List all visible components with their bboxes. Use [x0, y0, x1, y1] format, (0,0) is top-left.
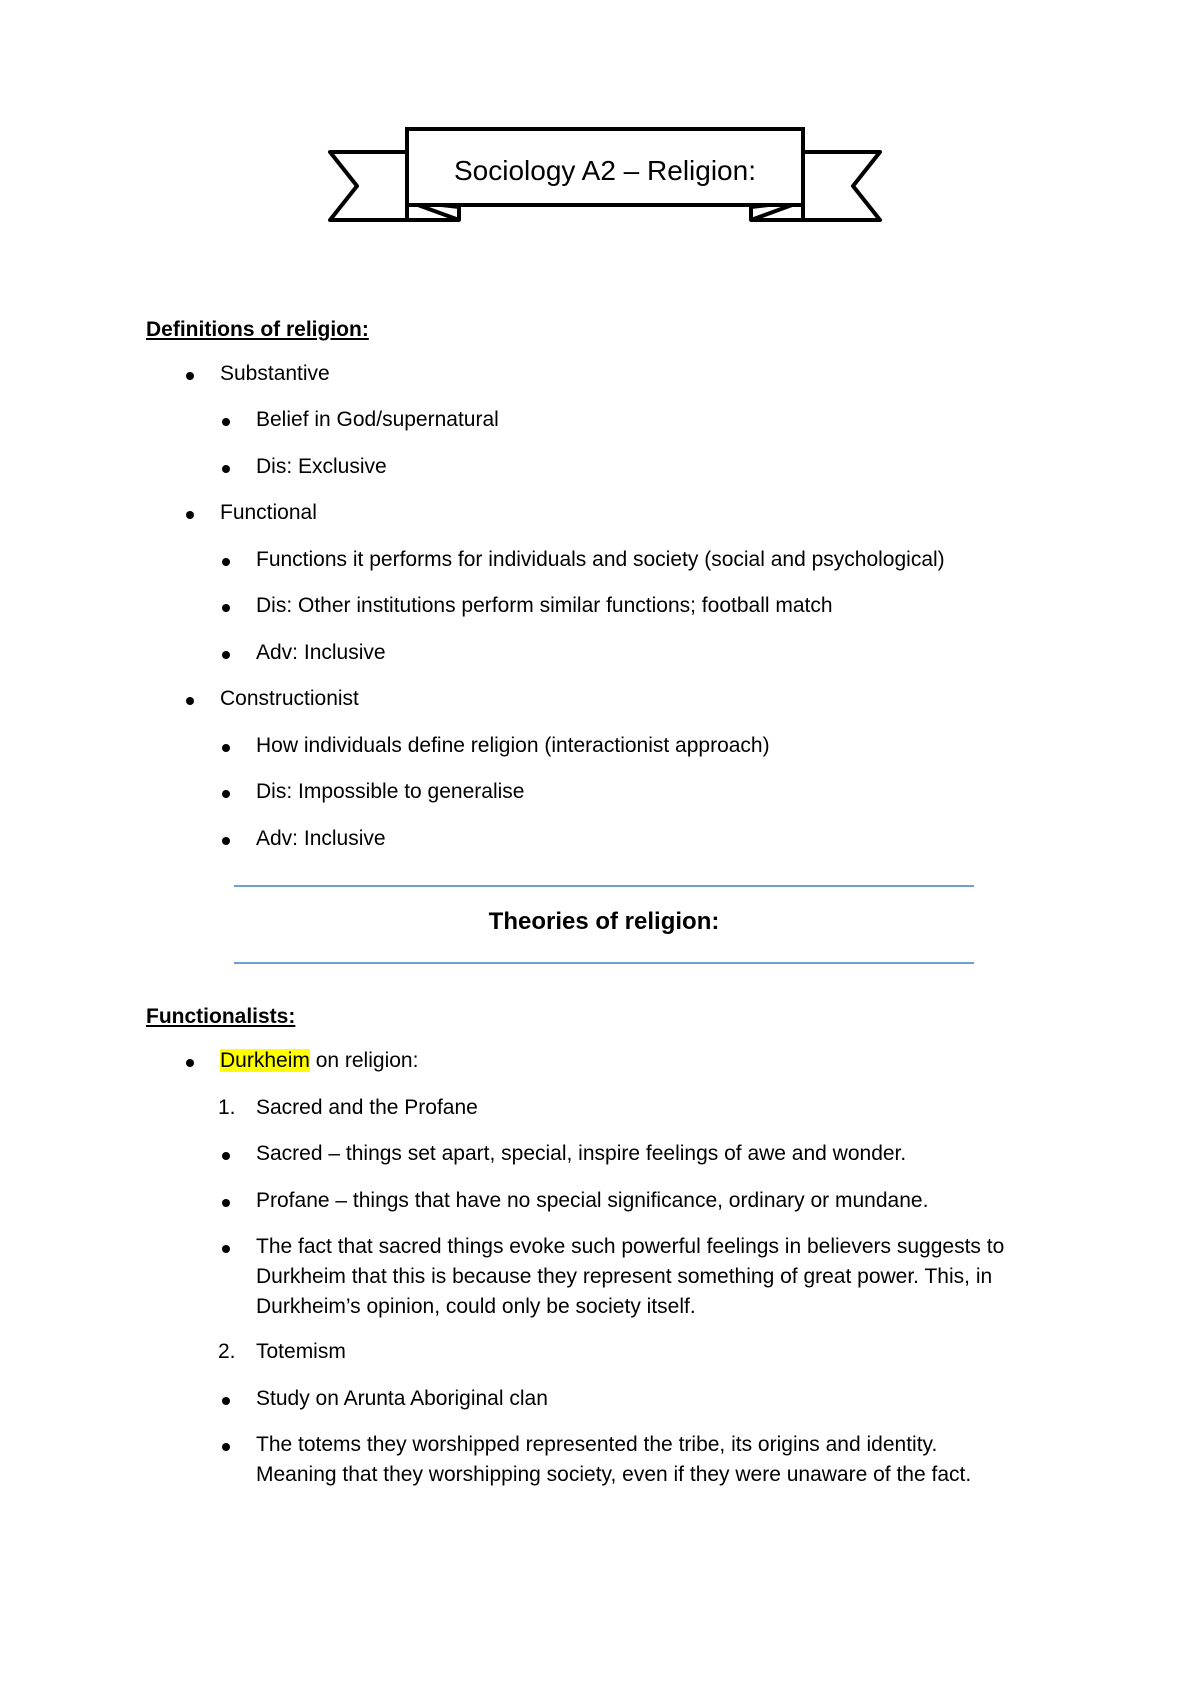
bullet-icon — [186, 1059, 194, 1067]
list-number: 1. — [218, 1096, 236, 1119]
list-item — [256, 1232, 1056, 1322]
list-item-text: on religion: — [309, 1049, 419, 1072]
text-line: Meaning that they worshipping society, even if they were unaware of the fact. — [256, 1463, 972, 1486]
bullet-icon — [222, 790, 230, 798]
highlighted-name: Durkheim — [220, 1049, 310, 1072]
list-item: Sacred – things set apart, special, inspire feelings of awe and wonder. — [256, 1142, 907, 1165]
bullet-icon — [186, 511, 194, 519]
section-title: Theories of religion: — [488, 908, 720, 935]
bullet-icon — [222, 744, 230, 752]
title-banner — [325, 125, 885, 235]
bullet-icon — [222, 1152, 230, 1160]
list-item: Functions it performs for individuals and society (social and psychological) — [256, 548, 945, 571]
bullet-icon — [222, 1397, 230, 1405]
bullet-icon — [222, 1199, 230, 1207]
text-line: Durkheim that this is because they represent something of great power. This, in — [256, 1265, 993, 1288]
list-item: Substantive — [220, 362, 330, 385]
bullet-icon — [222, 1245, 230, 1253]
bullet-icon — [222, 465, 230, 473]
list-item: How individuals define religion (interactionist approach) — [256, 734, 770, 757]
divider — [234, 885, 974, 887]
bullet-icon — [186, 372, 194, 380]
list-item: Adv: Inclusive — [256, 641, 386, 664]
bullet-icon — [222, 418, 230, 426]
page-title: Sociology A2 – Religion: — [454, 155, 756, 186]
list-item — [256, 1430, 1056, 1490]
list-item: Dis: Impossible to generalise — [256, 780, 525, 803]
list-item: Constructionist — [220, 687, 359, 710]
bullet-icon — [186, 697, 194, 705]
text-line: The fact that sacred things evoke such powerful feelings in believers suggests to — [256, 1235, 1005, 1258]
list-item: Totemism — [256, 1340, 346, 1363]
bullet-icon — [222, 1443, 230, 1451]
list-item: Belief in God/supernatural — [256, 408, 499, 431]
text-line: Durkheim’s opinion, could only be society itself. — [256, 1295, 696, 1318]
list-item: Profane – things that have no special significance, ordinary or mundane. — [256, 1189, 929, 1212]
list-item — [220, 1049, 418, 1073]
list-item: Dis: Other institutions perform similar functions; football match — [256, 594, 833, 617]
text-line: The totems they worshipped represented the tribe, its origins and identity. — [256, 1433, 938, 1456]
list-item: Sacred and the Profane — [256, 1096, 478, 1119]
list-item: Adv: Inclusive — [256, 827, 386, 850]
bullet-icon — [222, 604, 230, 612]
divider — [234, 962, 974, 964]
functionalists-heading: Functionalists: — [146, 1005, 296, 1028]
list-item: Dis: Exclusive — [256, 455, 387, 478]
bullet-icon — [222, 558, 230, 566]
bullet-icon — [222, 651, 230, 659]
list-item: Functional — [220, 501, 317, 524]
bullet-icon — [222, 837, 230, 845]
list-item: Study on Arunta Aboriginal clan — [256, 1387, 548, 1410]
definitions-heading: Definitions of religion: — [146, 318, 369, 341]
list-number: 2. — [218, 1340, 236, 1363]
